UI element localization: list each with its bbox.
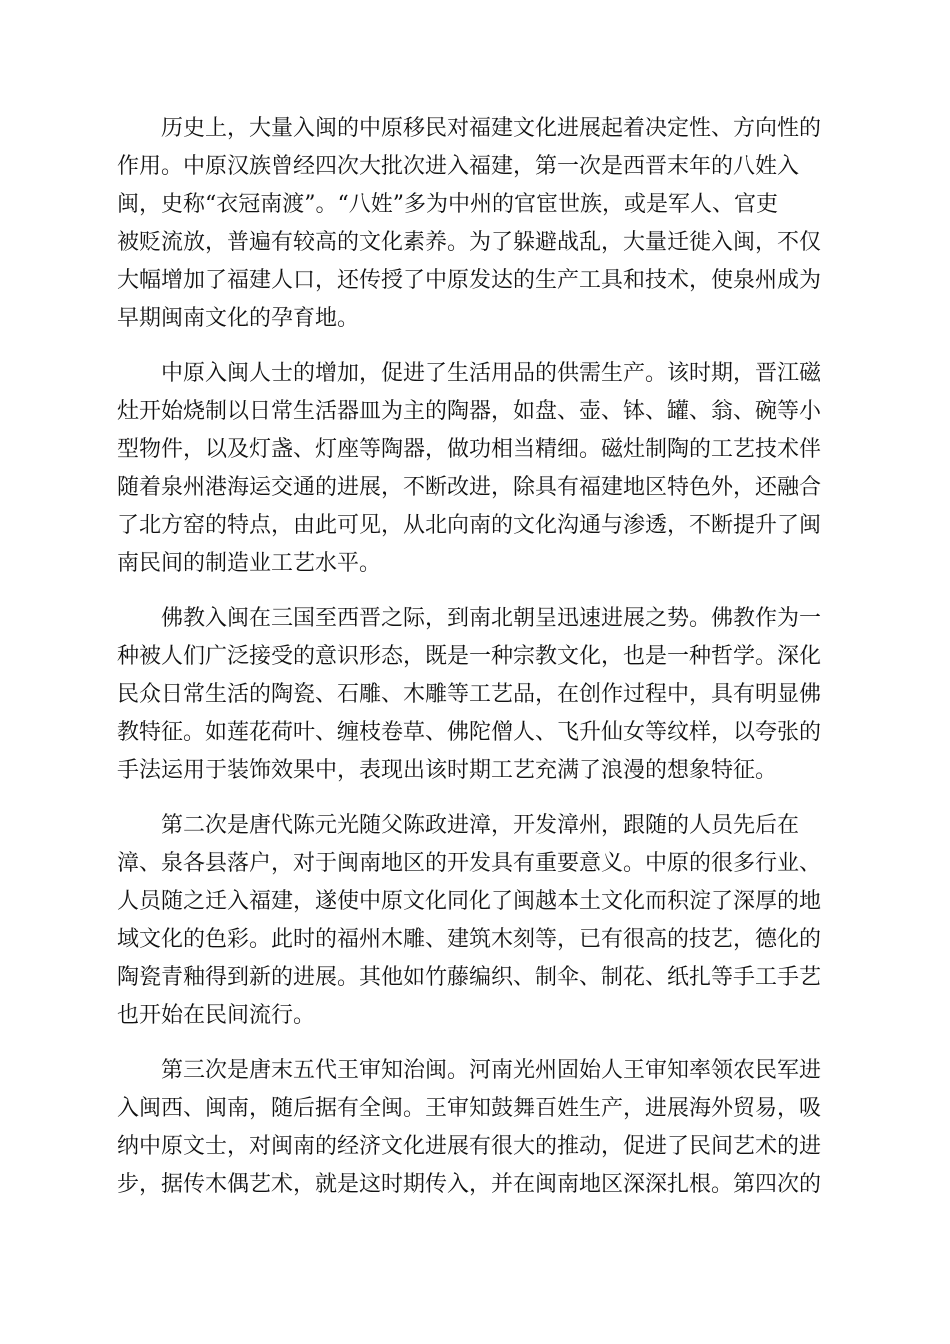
paragraph-5 bbox=[117, 1052, 833, 1204]
text-line: 早期闽南文化的孕育地。 bbox=[117, 306, 360, 331]
text-line: 种被人们广泛接受的意识形态，既是一种宗教文化，也是一种哲学。深化 bbox=[117, 644, 822, 669]
paragraph-1 bbox=[117, 110, 833, 338]
text-line: 民众日常生活的陶瓷、石雕、木雕等工艺品，在创作过程中，具有明显佛 bbox=[117, 682, 822, 707]
text-line: 手法运用于装饰效果中，表现出该时期工艺充满了浪漫的想象特征。 bbox=[117, 758, 778, 783]
text-line: 漳、泉各县落户，对于闽南地区的开发具有重要意义。中原的很多行业、 bbox=[117, 851, 822, 876]
text-line: 第二次是唐代陈元光随父陈政进漳，开发漳州，跟随的人员先后在 bbox=[117, 813, 800, 838]
paragraph-3 bbox=[117, 600, 833, 790]
text-line: 纳中原文士，对闽南的经济文化进展有很大的推动，促进了民间艺术的进 bbox=[117, 1134, 822, 1159]
text-line: 第三次是唐末五代王审知治闽。河南光州固始人王审知率领农民军进 bbox=[117, 1058, 822, 1083]
text-line: 了北方窑的特点，由此可见，从北向南的文化沟通与渗透，不断提升了闽 bbox=[117, 513, 822, 538]
text-line: 陶瓷青釉得到新的进展。其他如竹藤编织、制伞、制花、纸扎等手工手艺 bbox=[117, 965, 822, 990]
text-line: 步，据传木偶艺术，就是这时期传入，并在闽南地区深深扎根。第四次的 bbox=[117, 1172, 822, 1197]
paragraph-4 bbox=[117, 807, 833, 1035]
text-line: 佛教入闽在三国至西晋之际，到南北朝呈迅速进展之势。佛教作为一 bbox=[117, 606, 822, 631]
document-body bbox=[117, 110, 833, 1221]
text-line: 历史上，大量入闽的中原移民对福建文化进展起着决定性、方向性的 bbox=[117, 116, 822, 141]
text-line: 被贬流放，普遍有较高的文化素养。为了躲避战乱，大量迁徙入闽，不仅 bbox=[117, 230, 822, 255]
text-line: 大幅增加了福建人口，还传授了中原发达的生产工具和技术，使泉州成为 bbox=[117, 268, 822, 293]
text-line: 灶开始烧制以日常生活器皿为主的陶器，如盘、壶、钵、罐、翁、碗等小 bbox=[117, 399, 822, 424]
text-line: 作用。中原汉族曾经四次大批次进入福建，第一次是西晋末年的八姓入 bbox=[117, 154, 800, 179]
text-line: 入闽西、闽南，随后据有全闽。王审知鼓舞百姓生产，进展海外贸易，吸 bbox=[117, 1096, 822, 1121]
text-line: 教特征。如莲花荷叶、缠枝卷草、佛陀僧人、飞升仙女等纹样，以夸张的 bbox=[117, 720, 822, 745]
text-line: 中原入闽人士的增加，促进了生活用品的供需生产。该时期，晋江磁 bbox=[117, 361, 822, 386]
text-line: 闽，史称“衣冠南渡”。“八姓”多为中州的官宦世族，或是军人、官吏 bbox=[117, 192, 778, 217]
text-line: 型物件，以及灯盏、灯座等陶器，做功相当精细。磁灶制陶的工艺技术伴 bbox=[117, 437, 822, 462]
text-line: 也开始在民间流行。 bbox=[117, 1003, 316, 1028]
paragraph-2 bbox=[117, 355, 833, 583]
text-line: 随着泉州港海运交通的进展，不断改进，除具有福建地区特色外，还融合 bbox=[117, 475, 822, 500]
text-line: 域文化的色彩。此时的福州木雕、建筑木刻等，已有很高的技艺，德化的 bbox=[117, 927, 822, 952]
text-line: 南民间的制造业工艺水平。 bbox=[117, 551, 382, 576]
text-line: 人员随之迁入福建，遂使中原文化同化了闽越本土文化而积淀了深厚的地 bbox=[117, 889, 822, 914]
